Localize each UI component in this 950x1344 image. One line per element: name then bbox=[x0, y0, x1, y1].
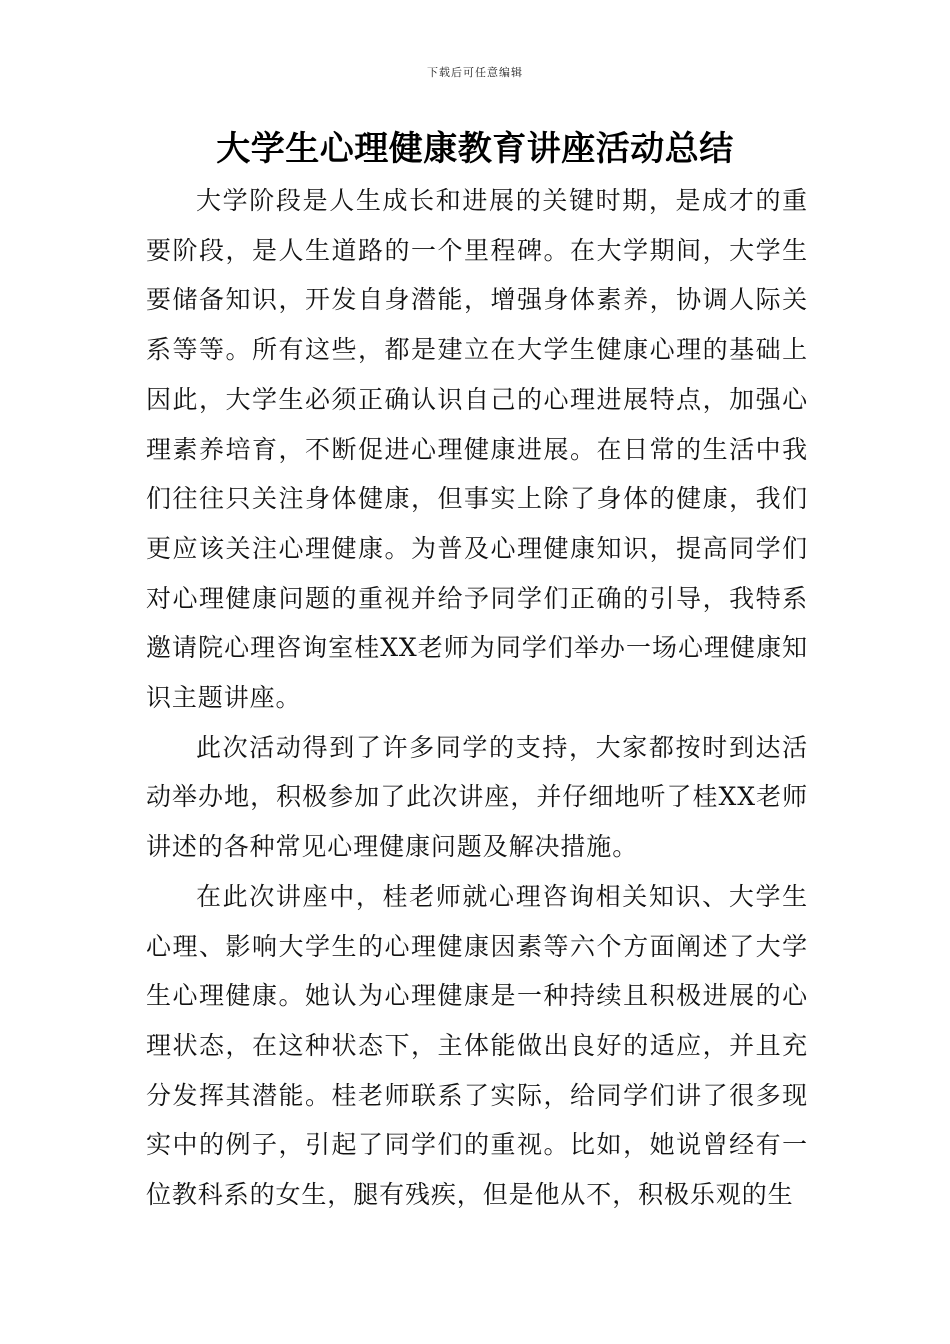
document-title: 大学生心理健康教育讲座活动总结 bbox=[216, 129, 734, 169]
document-body bbox=[146, 176, 808, 1220]
paragraph-1: 大学阶段是人生成长和进展的关键时期，是成才的重要阶段，是人生道路的一个里程碑。在大学期间，大学生要储备知识，开发自身潜能，增强身体素养，协调人际关系等等。所有这些，都是建立在大学生健康心理的基础上因此，大学生必须正确认识自己的心理进展特点，加强心理素养培育，不断促进心理健康进展。在日常的生活中我们往往只关注身体健康，但事实上除了身体的健康，我们更应该关注心理健康。为普及心理健康知识，提高同学们对心理健康问题的重视并给予同学们正确的引导，我特系邀请院心理咨询室桂XX老师为同学们举办一场心理健康知识主题讲座。 bbox=[146, 186, 808, 713]
paragraph-2: 此次活动得到了许多同学的支持，大家都按时到达活动举办地，积极参加了此次讲座，并仔细地听了桂XX老师讲述的各种常见心理健康问题及解决措施。 bbox=[146, 732, 808, 862]
paragraph-3: 在此次讲座中，桂老师就心理咨询相关知识、大学生心理、影响大学生的心理健康因素等六个方面阐述了大学生心理健康。她认为心理健康是一种持续且积极进展的心理状态，在这种状态下，主体能做出良好的适应，并且充分发挥其潜能。桂老师联系了实际，给同学们讲了很多现实中的例子，引起了同学们的重视。比如，她说曾经有一位教科系的女生，腿有残疾，但是他从不，积极乐观的生 bbox=[146, 881, 808, 1210]
header-note: 下载后可任意编辑 bbox=[427, 66, 523, 79]
